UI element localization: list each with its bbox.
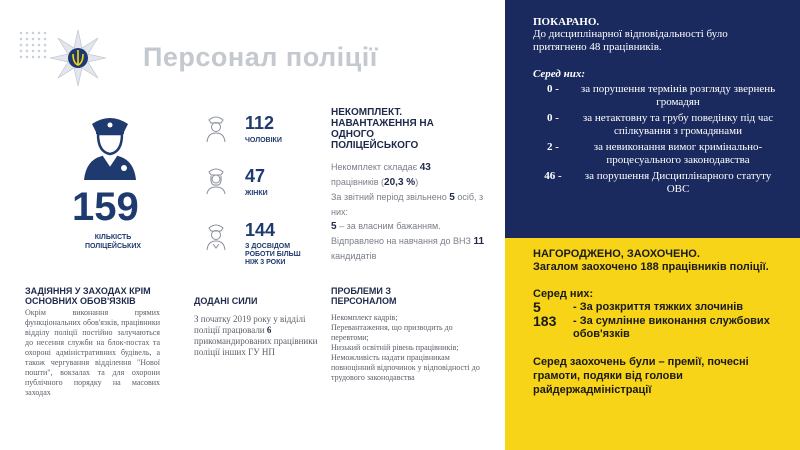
punished-panel (505, 0, 800, 238)
problem-item: Неможливість надати працівникам повноцінний відпочинок у відповідності до трудового законодавства (331, 353, 480, 382)
punished-title: ПОКАРАНО. (533, 16, 600, 28)
added-forces-title: ДОДАНІ СИЛИ (194, 296, 258, 306)
awarded-among: Серед них: (533, 288, 594, 300)
awarded-text: Загалом заохочено 188 працівників поліції. (533, 261, 769, 273)
problems-title: ПРОБЛЕМИ З ПЕРСОНАЛОМ (331, 286, 397, 306)
total-officers-label: КІЛЬКІСТЬ ПОЛІЦЕЙСЬКИХ (84, 234, 142, 250)
problems-list (331, 313, 486, 383)
shortage-text: Некомплект складає 43 працівників (20,3 %) За звітний період звільнено 5 осіб, з них: 5 – за власним бажанням. Відправлено на навчання до ВНЗ 11 кандидатів (331, 162, 485, 261)
punished-row: 2 - за невиконання вимог кримінально-процесуального законодавства (547, 141, 763, 166)
punished-among: Серед них: (533, 68, 585, 80)
experienced-label: З ДОСВІДОМ РОБОТИ БІЛЬШ НІЖ 3 РОКИ (245, 243, 301, 266)
women-count: 47 (245, 166, 266, 186)
involvement-title: ЗАДІЯННЯ У ЗАХОДАХ КРІМ ОСНОВНИХ ОБОВ'ЯЗКІВ (25, 286, 151, 306)
decorative-dot-grid (18, 30, 48, 60)
problem-item: Низький освітній рівень працівників; (331, 343, 459, 352)
punished-row: 46 - за порушення Дисциплінарного статуту ОВС (544, 170, 772, 195)
awarded-row: 183 - За сумлінне виконання службових обов'язків (533, 313, 770, 340)
female-officer-icon (205, 166, 227, 194)
punished-row: 0 - за нетактовну та грубу поведінку під час спілкування з громадянами (547, 112, 774, 137)
awarded-title: НАГОРОДЖЕНО, ЗАОХОЧЕНО. (533, 248, 700, 260)
shortage-title: НЕКОМПЛЕКТ. НАВАНТАЖЕННЯ НА ОДНОГО ПОЛІЦЕЙСЬКОГО (331, 107, 434, 151)
total-officers-count: 159 (72, 185, 139, 229)
awarded-panel (505, 238, 800, 450)
police-officer-icon (80, 110, 140, 180)
male-officer-icon (205, 114, 227, 142)
added-forces-text: З початку 2019 року у відділі поліції працювали 6 прикомандированих працівники поліції інших ГУ НП (194, 314, 318, 357)
police-star-emblem-icon (48, 28, 108, 88)
problem-item: Некомплект кадрів; (331, 313, 398, 322)
men-count: 112 (245, 113, 275, 133)
problem-item: Перевантаження, що призводить до перевтоми; (331, 323, 453, 342)
experienced-officer-icon (205, 222, 227, 250)
awarded-row: 5 - За розкриття тяжких злочинів (533, 299, 744, 315)
awarded-note: Серед заохочень були – премії, почесні грамоти, подяки від голови райдержадміністрації (533, 356, 749, 396)
men-label: ЧОЛОВІКИ (245, 137, 282, 144)
punished-row: 0 - за порушення термінів розгляду звернень громадян (547, 83, 776, 108)
experienced-count: 144 (245, 220, 276, 240)
page-title: Персонал поліції (143, 42, 378, 72)
involvement-text: Окрім виконання прямих функціональних обов'язків, працівники відділу поліції постійно залучаються до несення служби на блок-постах та охороні адміністративних будівель, а також чергування відділення "Нової пошти", вокзалах та для охорони публічного порядку на масових заходах (25, 308, 160, 397)
women-label: ЖІНКИ (245, 190, 268, 197)
punished-text: До дисциплінарної відповідальності було притягнено 48 працівників. (533, 28, 728, 53)
